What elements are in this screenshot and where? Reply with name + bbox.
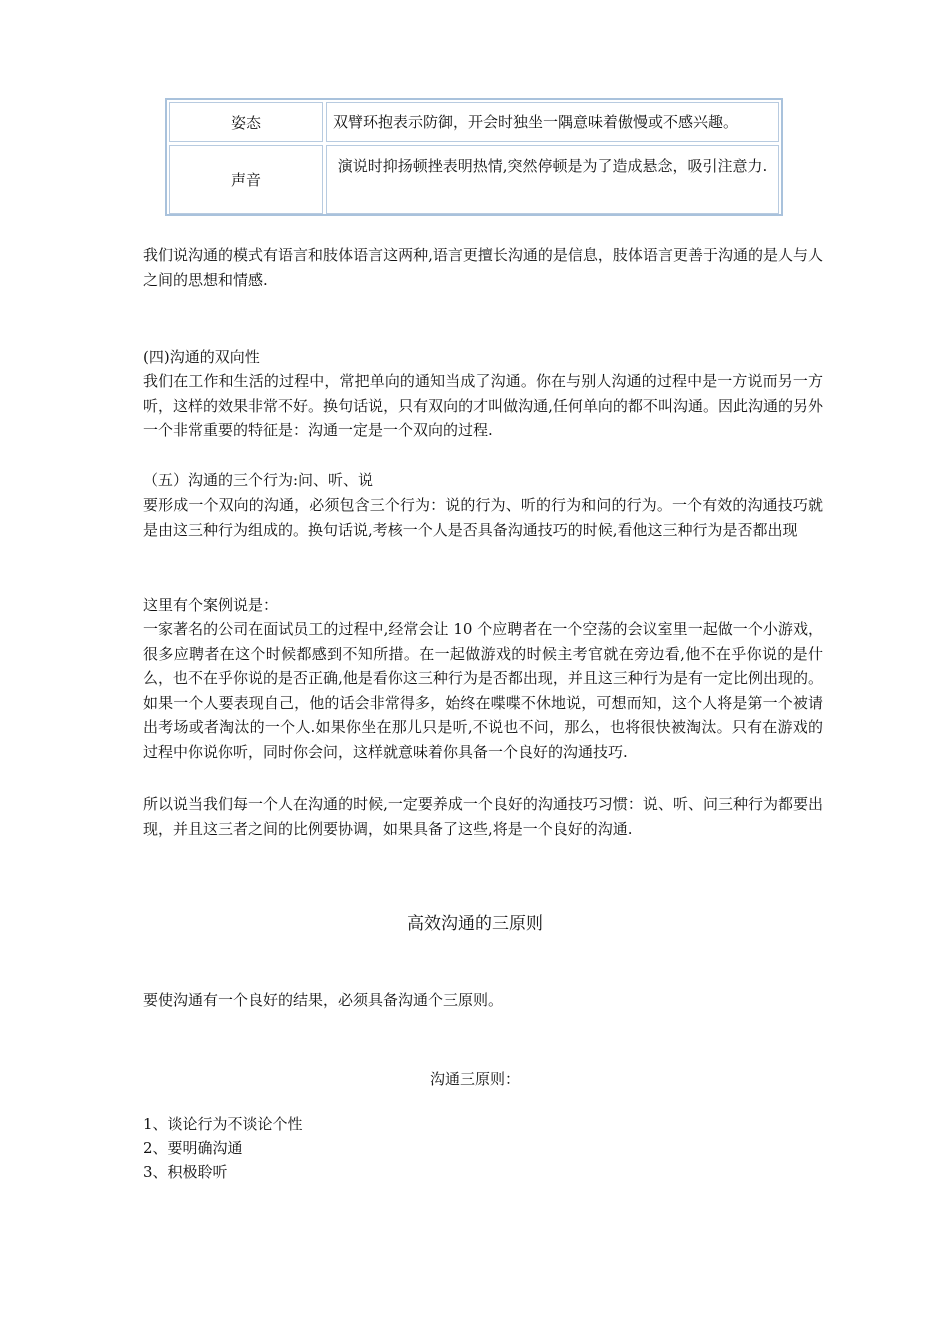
paragraph-communication-modes: 我们说沟通的模式有语言和肢体语言这两种,语言更擅长沟通的是信息，肢体语言更善于沟通的是人与人之间的思想和情感. [143, 246, 823, 289]
body-language-table [165, 98, 783, 216]
heading-two-way: (四)沟通的双向性 [143, 348, 260, 366]
case-intro: 这里有个案例说是： [143, 596, 279, 614]
principle-item: 2、要明确沟通 [143, 1139, 243, 1157]
section-intro: 要使沟通有一个良好的结果，必须具备沟通个三原则。 [143, 991, 504, 1009]
table-cell-text: 演说时抑扬顿挫表明热情,突然停顿是为了造成悬念，吸引注意力. [326, 145, 779, 214]
paragraph-conclusion: 所以说当我们每一个人在沟通的时候,一定要养成一个良好的沟通技巧习惯：说、听、问三种行为都要出现，并且这三者之间的比例要协调，如果具备了这些,将是一个良好的沟通. [143, 795, 823, 838]
table-row [169, 145, 779, 214]
table-cell-text: 双臂环抱表示防御，开会时独坐一隅意味着傲慢或不感兴趣。 [326, 102, 779, 142]
table-cell-label: 姿态 [169, 102, 323, 142]
paragraph-case: 一家著名的公司在面试员工的过程中,经常会让 10 个应聘者在一个空荡的会议室里一起做一个小游戏，很多应聘者在这个时候都感到不知所措。在一起做游戏的时候主考官就在旁边看,他不在乎你说的是什么，也不在乎你说的是否正确,他是看你这三种行为是否都出现，并且这三种行为是有一定比例出现的。如果一个人要表现自己，他的话会非常得多，始终在喋喋不休地说，可想而知，这个人将是第一个被请出考场或者淘汰的一个人.如果你坐在那儿只是听,不说也不问，那么，也将很快被淘汰。只有在游戏的过程中你说你听，同时你会问，这样就意味着你具备一个良好的沟通技巧. [143, 620, 823, 761]
principles-subtitle: 沟通三原则： [429, 1070, 520, 1088]
section-title: 高效沟通的三原则 [407, 914, 543, 934]
principle-item: 3、积极聆听 [143, 1163, 228, 1181]
table-cell-label: 声音 [169, 145, 323, 214]
table-row [169, 102, 779, 142]
heading-three-behaviors: （五）沟通的三个行为:问、听、说 [143, 471, 374, 489]
principle-item: 1、谈论行为不谈论个性 [143, 1115, 303, 1133]
paragraph-two-way: 我们在工作和生活的过程中，常把单向的通知当成了沟通。你在与别人沟通的过程中是一方说而另一方听，这样的效果非常不好。换句话说，只有双向的才叫做沟通,任何单向的都不叫沟通。因此沟通的另外一个非常重要的特征是：沟通一定是一个双向的过程. [143, 372, 823, 439]
paragraph-three-behaviors: 要形成一个双向的沟通，必须包含三个行为：说的行为、听的行为和问的行为。一个有效的沟通技巧就是由这三种行为组成的。换句话说,考核一个人是否具备沟通技巧的时候,看他这三种行为是否都出现 [143, 496, 823, 539]
